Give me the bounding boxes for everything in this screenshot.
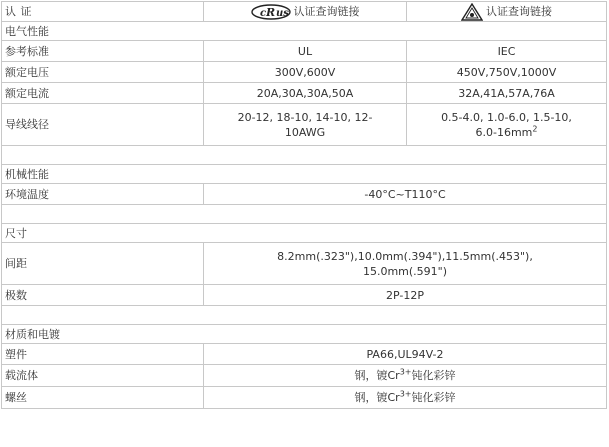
row-temperature: [2, 184, 607, 205]
row-label: 参考标准: [2, 41, 204, 62]
row-label: 载流体: [2, 365, 204, 387]
ul-value: 300V,600V: [204, 62, 407, 83]
vde-link-cell[interactable]: [407, 2, 607, 22]
row-label: 导线线径: [2, 104, 204, 146]
section-title: 电气性能: [2, 22, 607, 41]
ul-value: [204, 104, 407, 146]
iec-value: IEC: [407, 41, 607, 62]
iec-wire-line2: 6.0-16mm: [475, 125, 533, 139]
ul-value: 20A,30A,30A,50A: [204, 83, 407, 104]
iec-value: 32A,41A,57A,76A: [407, 83, 607, 104]
row-pitch: [2, 243, 607, 285]
row-plastic: [2, 344, 607, 365]
row-value: [204, 243, 607, 285]
row-carrier: [2, 365, 607, 387]
carrier-pre: 钢，镀Cr: [354, 369, 400, 382]
row-label: 额定电流: [2, 83, 204, 104]
iec-value: [407, 104, 607, 146]
vde-link[interactable]: 认证查询链接: [486, 4, 552, 18]
section-title: 尺寸: [2, 224, 607, 243]
row-label: 螺丝: [2, 387, 204, 409]
header-row: [2, 2, 607, 22]
row-value: [204, 387, 607, 409]
section-electrical: [2, 22, 607, 41]
row-value: -40°C~T110°C: [204, 184, 607, 205]
ul-link[interactable]: 认证查询链接: [293, 4, 360, 18]
row-value: PA66,UL94V-2: [204, 344, 607, 365]
svg-text:c: c: [259, 7, 266, 19]
row-current: [2, 83, 607, 104]
ul-wire-line1: 20-12, 18-10, 14-10, 12-: [237, 110, 373, 124]
screw-pre: 钢，镀Cr: [354, 391, 400, 404]
section-materials: [2, 325, 607, 344]
svg-text:R: R: [265, 5, 275, 19]
section-title: 材质和电镀: [2, 325, 607, 344]
row-value: [204, 365, 607, 387]
spec-table: [1, 1, 607, 409]
svg-text:us: us: [275, 7, 289, 19]
row-standard: [2, 41, 607, 62]
iec-wire-sup: 2: [532, 123, 538, 133]
screw-post: 钝化彩锌: [411, 391, 456, 404]
spacer-row: [2, 306, 607, 325]
section-mechanical: [2, 165, 607, 184]
ul-link-cell[interactable]: [204, 2, 407, 22]
row-voltage: [2, 62, 607, 83]
row-screw: [2, 387, 607, 409]
row-poles: [2, 285, 607, 306]
pitch-line2: 15.0mm(.591"): [362, 264, 448, 278]
vde-logo-icon: [461, 3, 483, 21]
row-label: 间距: [2, 243, 204, 285]
ul-logo-icon: [251, 4, 291, 20]
row-label: 环境温度: [2, 184, 204, 205]
row-label: 塑件: [2, 344, 204, 365]
screw-sup: 3+: [399, 389, 412, 399]
spacer-row: [2, 146, 607, 165]
spacer-row: [2, 205, 607, 224]
row-wire: [2, 104, 607, 146]
ul-value: UL: [204, 41, 407, 62]
carrier-post: 钝化彩锌: [411, 369, 456, 382]
carrier-sup: 3+: [399, 367, 412, 377]
pitch-line1: 8.2mm(.323"),10.0mm(.394"),11.5mm(.453"),: [277, 249, 533, 263]
row-value: 2P-12P: [204, 285, 607, 306]
header-cert-label: 认 证: [2, 2, 204, 22]
section-title: 机械性能: [2, 165, 607, 184]
row-label: 极数: [2, 285, 204, 306]
iec-value: 450V,750V,1000V: [407, 62, 607, 83]
section-dimensions: [2, 224, 607, 243]
ul-wire-line2: 10AWG: [284, 125, 326, 139]
iec-wire-line1: 0.5-4.0, 1.0-6.0, 1.5-10,: [441, 110, 572, 124]
row-label: 额定电压: [2, 62, 204, 83]
